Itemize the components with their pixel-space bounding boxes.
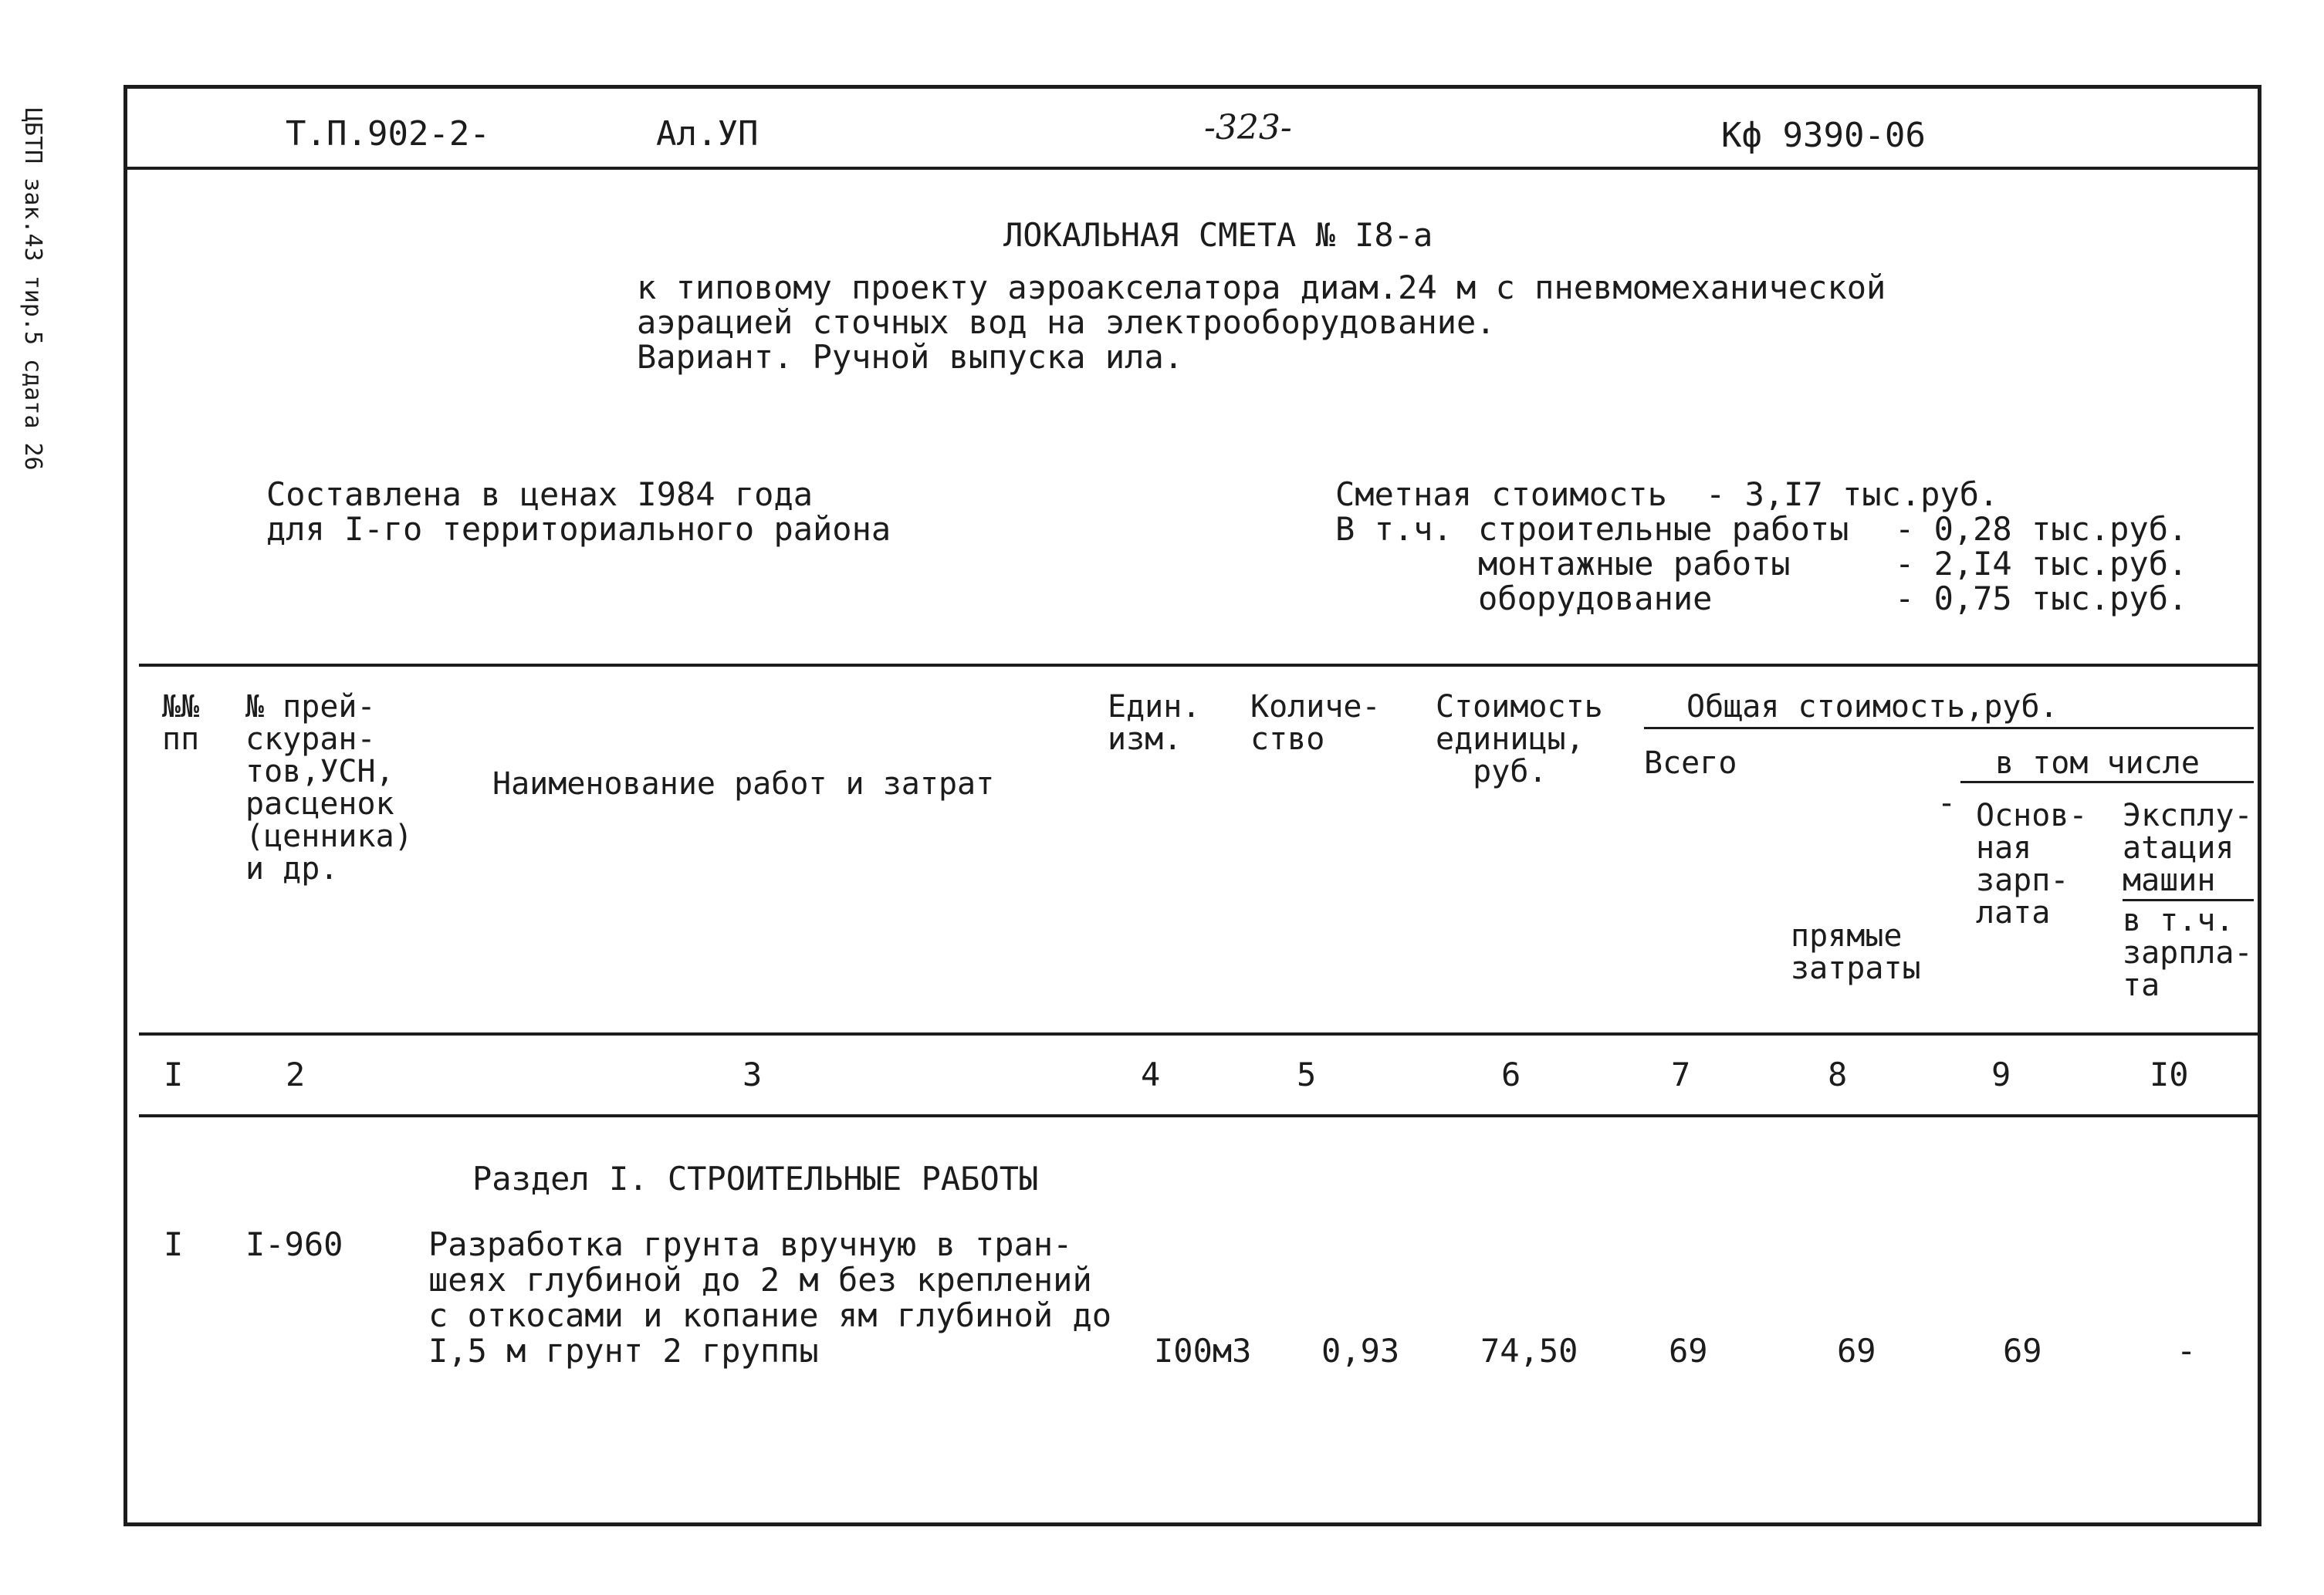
col-header-unit-cost: Стоимость единицы, руб. (1436, 689, 1603, 789)
installation-value: - 2,I4 тыс.руб. (1895, 545, 2188, 583)
estimated-cost-value: - 3,I7 тыс.руб. (1706, 475, 1999, 513)
col-header-direct-costs: прямые затраты (1791, 918, 1921, 986)
col-number: 4 (1141, 1056, 1161, 1093)
col-number: 7 (1671, 1056, 1691, 1093)
col-header-name: Наименование работ и затрат (492, 766, 995, 802)
col-number: 2 (286, 1056, 306, 1093)
col-number: 6 (1501, 1056, 1521, 1093)
row-number: I (164, 1225, 184, 1263)
col-number: I (164, 1056, 184, 1093)
document-code: Кф 9390-06 (1721, 116, 1926, 155)
incl-group-underline (1960, 781, 2254, 783)
estimate-title: ЛОКАЛЬНАЯ СМЕТА № I8-а (1003, 216, 1433, 254)
row-work-name: Разработка грунта вручную в тран- шеях глубиной до 2 м без креплений с откосами и копание ям глубиной до I,5 м грунт 2 группы (428, 1225, 1112, 1370)
col-header-total-group: Общая стоимость,руб. (1686, 689, 2058, 725)
row-price-code: I-960 (245, 1225, 343, 1263)
title-line-1: к типовому проекту аэроакселатора диам.24 м с пневмомеханической (637, 269, 1886, 306)
row-direct-costs: 69 (1837, 1332, 1876, 1370)
row-unit: I00м3 (1154, 1332, 1252, 1370)
row-base-salary: 69 (2003, 1332, 2042, 1370)
col-header-machines: Эксплу- atация машин (2123, 798, 2253, 898)
table-top-rule (139, 664, 2261, 667)
album-number: Ал.УП (656, 114, 759, 154)
equipment-label: оборудование (1478, 580, 1713, 617)
header-bottom-rule (139, 1032, 2261, 1036)
col-number: 9 (1991, 1056, 2011, 1093)
row-unit-cost: 74,50 (1480, 1332, 1578, 1370)
title-line-2: аэрацией сточных вод на электрооборудование. (637, 303, 1496, 341)
project-number: Т.П.902-2- (286, 114, 490, 154)
col-number: I0 (2150, 1056, 2189, 1093)
col-header-incl-group: в том числе (1995, 745, 2200, 781)
page-number: -323- (1204, 108, 1292, 147)
pricing-line-1: Составлена в ценах I984 года (266, 475, 814, 513)
col-header-total: Всего (1644, 745, 1737, 781)
col-header-quantity: Количе- ство (1250, 689, 1381, 757)
construction-label: строительные работы (1478, 510, 1849, 548)
col-header-dash: - (1937, 786, 1957, 821)
col-number: 3 (743, 1056, 763, 1093)
side-stamp: ЦБТП зак.43 тир.5 сдата 26 (19, 108, 46, 471)
total-group-underline (1644, 727, 2254, 729)
equipment-value: - 0,75 тыс.руб. (1895, 580, 2188, 617)
header-rule (123, 167, 2261, 170)
col-number: 5 (1297, 1056, 1317, 1093)
col-header-machines-salary: в т.ч. зарпла- та (2123, 903, 2253, 1003)
pricing-line-2: для I-го территориального района (266, 510, 891, 548)
col-header-price-list: № прей- скуран- тов,УСН, расценок (ценника) и др. (245, 689, 413, 887)
installation-label: монтажные работы (1478, 545, 1791, 583)
col-header-number: №№ пп (162, 689, 200, 757)
col-number: 8 (1828, 1056, 1848, 1093)
section-heading: Раздел I. СТРОИТЕЛЬНЫЕ РАБОТЫ (472, 1160, 1039, 1198)
numbers-bottom-rule (139, 1114, 2261, 1117)
col-header-unit: Един. изм. (1108, 689, 1201, 757)
construction-value: - 0,28 тыс.руб. (1895, 510, 2188, 548)
estimated-cost-label: Сметная стоимость (1335, 475, 1667, 513)
incl-label: В т.ч. (1335, 510, 1453, 548)
row-machines: - (2177, 1332, 2197, 1370)
title-line-3: Вариант. Ручной выпуска ила. (637, 338, 1184, 376)
row-total: 69 (1669, 1332, 1708, 1370)
machines-underline (2123, 899, 2254, 901)
col-header-base-salary: Основ- ная зарп- лата (1976, 798, 2088, 931)
row-quantity: 0,93 (1321, 1332, 1400, 1370)
